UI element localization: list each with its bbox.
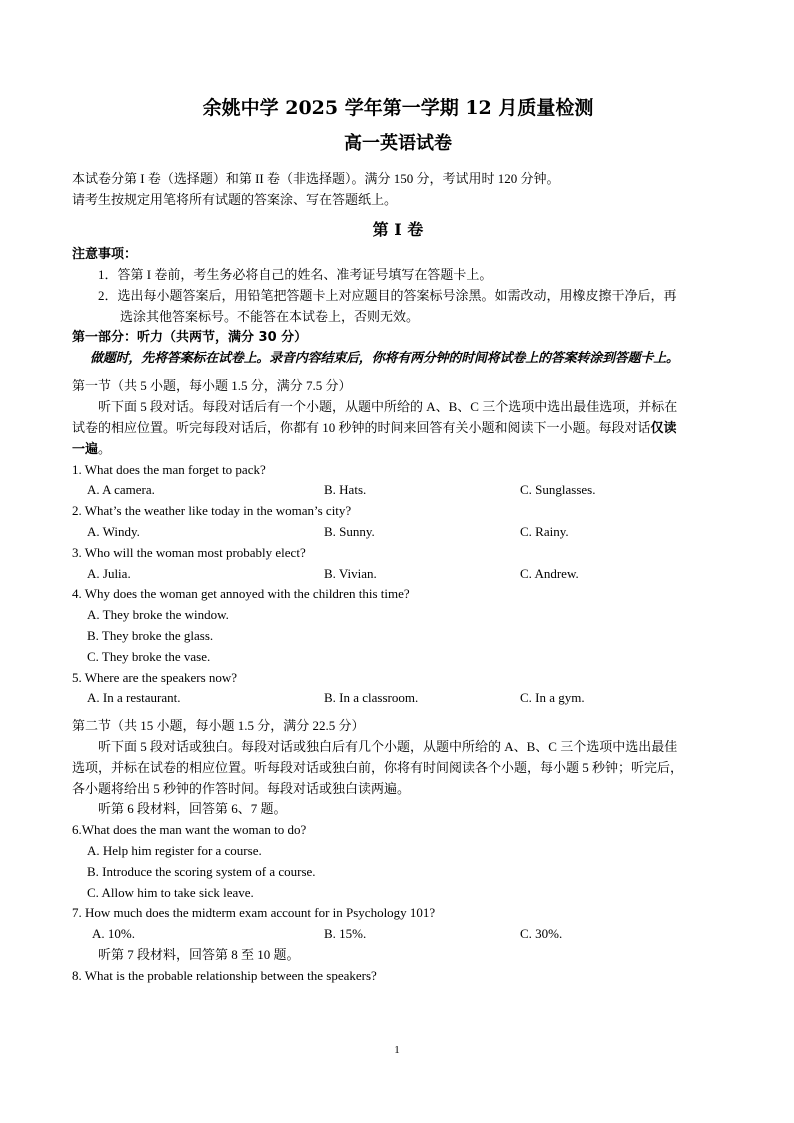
section1: [72, 376, 724, 709]
question-3-options: [72, 564, 724, 585]
question-7: 7. How much does the midterm exam account for in Psychology 101?: [72, 905, 436, 921]
question-2-options: [72, 522, 724, 543]
question-2: 2. What’s the weather like today in the woman’s city?: [72, 503, 352, 519]
question-1-options: [72, 480, 724, 501]
section2-directions: 选项，并标在试卷的相应位置。听每段对话或独白前，你将有时间阅读各个小题，每小题 5 秒钟；听完后，: [72, 759, 684, 775]
exam-page-body: [72, 96, 724, 986]
question-3: 3. Who will the woman most probably elect?: [72, 544, 306, 560]
option-c: C. In a gym.: [520, 690, 585, 706]
notice-title: 注意事项：: [72, 246, 138, 262]
option-a: A. In a restaurant.: [87, 690, 181, 706]
option-a: A. 10%.: [92, 926, 135, 942]
option-a: A. Windy.: [87, 523, 140, 539]
exam-subtitle: 高一英语试卷: [344, 133, 452, 154]
question-1: 1. What does the man forget to pack?: [72, 461, 266, 477]
section2-title: 第二节（共 15 小题，每小题 1.5 分，满分 22.5 分）: [72, 718, 365, 734]
question-5-options: [72, 688, 724, 709]
question-7-options: [72, 924, 724, 945]
intro-line: 请考生按规定用笔将所有试题的答案涂、写在答题纸上。: [72, 191, 398, 207]
directions-emphasis: 仅读: [650, 420, 677, 436]
intro: [72, 169, 724, 211]
material-7-heading: 听第 7 段材料，回答第 8 至 10 题。: [98, 946, 300, 962]
question-5: 5. Where are the speakers now?: [72, 669, 238, 685]
directions-text: 。: [98, 440, 112, 456]
option-b: B. They broke the glass.: [87, 627, 214, 643]
option-b: B. Vivian.: [324, 565, 377, 581]
option-b: B. Introduce the scoring system of a course.: [87, 863, 316, 879]
part1-title: 第一部分：听力（共两节，满分 30 分）: [72, 329, 308, 345]
page-number: 1: [394, 1044, 400, 1056]
section2: [72, 716, 724, 986]
option-a: A. They broke the window.: [87, 607, 229, 623]
section1-directions: 听下面 5 段对话。每段对话后有一个小题，从题中所给的 A、B、C 三个选项中选出最佳选项，并标在: [98, 399, 678, 415]
volume-title: 第 I 卷: [372, 219, 424, 239]
directions-text: 试卷的相应位置。听完每段对话后，你都有 10 秒钟的时间来回答有关小题和阅读下一小题。每段对话: [72, 419, 651, 435]
part1-note: 做题时，先将答案标在试卷上。录音内容结束后，你将有两分钟的时间将试卷上的答案转涂到答题卡上。: [90, 350, 679, 366]
material-6-heading: 听第 6 段材料，回答第 6、7 题。: [98, 801, 287, 817]
question-6: 6.What does the man want the woman to do?: [72, 822, 307, 838]
notice-item: 1．答第 I 卷前，考生务必将自己的姓名、准考证号填写在答题卡上。: [98, 267, 493, 283]
option-c: C. 30%.: [520, 926, 563, 942]
option-a: A. A camera.: [87, 482, 155, 498]
option-c: C. Allow him to take sick leave.: [87, 884, 254, 900]
option-b: B. 15%.: [324, 926, 367, 942]
option-b: B. In a classroom.: [324, 690, 419, 706]
directions-emphasis: 一遍: [72, 441, 99, 457]
exam-title: 余姚中学 2025 学年第一学期 12 月质量检测: [202, 97, 594, 119]
option-b: B. Hats.: [324, 482, 367, 498]
intro-line: 本试卷分第 I 卷（选择题）和第 II 卷（非选择题）。满分 150 分，考试用时 120 分钟。: [72, 171, 560, 186]
option-c: C. They broke the vase.: [87, 648, 211, 664]
notice: [72, 245, 724, 328]
notice-item: 2．选出每小题答案后，用铅笔把答题卡上对应题目的答案标号涂黑。如需改动，用橡皮擦干净后，再: [98, 288, 677, 304]
option-c: C. Sunglasses.: [520, 482, 596, 498]
section1-title: 第一节（共 5 小题，每小题 1.5 分，满分 7.5 分）: [72, 378, 352, 394]
question-4: 4. Why does the woman get annoyed with the children this time?: [72, 586, 410, 602]
option-a: A. Help him register for a course.: [87, 842, 262, 858]
option-c: C. Rainy.: [520, 523, 569, 539]
section1-directions: [72, 418, 724, 439]
question-8: 8. What is the probable relationship between the speakers?: [72, 967, 377, 983]
notice-item-continued: 选涂其他答案标号。不能答在本试卷上，否则无效。: [120, 308, 420, 324]
option-b: B. Sunny.: [324, 523, 375, 539]
section2-directions: 各小题将给出 5 秒钟的作答时间。每段对话或独白读两遍。: [72, 780, 411, 796]
section1-directions: [72, 439, 724, 460]
option-c: C. Andrew.: [520, 565, 579, 581]
option-a: A. Julia.: [87, 565, 131, 581]
section2-directions: 听下面 5 段对话或独白。每段对话或独白后有几个小题，从题中所给的 A、B、C 三个选项中选出最佳: [98, 738, 678, 754]
